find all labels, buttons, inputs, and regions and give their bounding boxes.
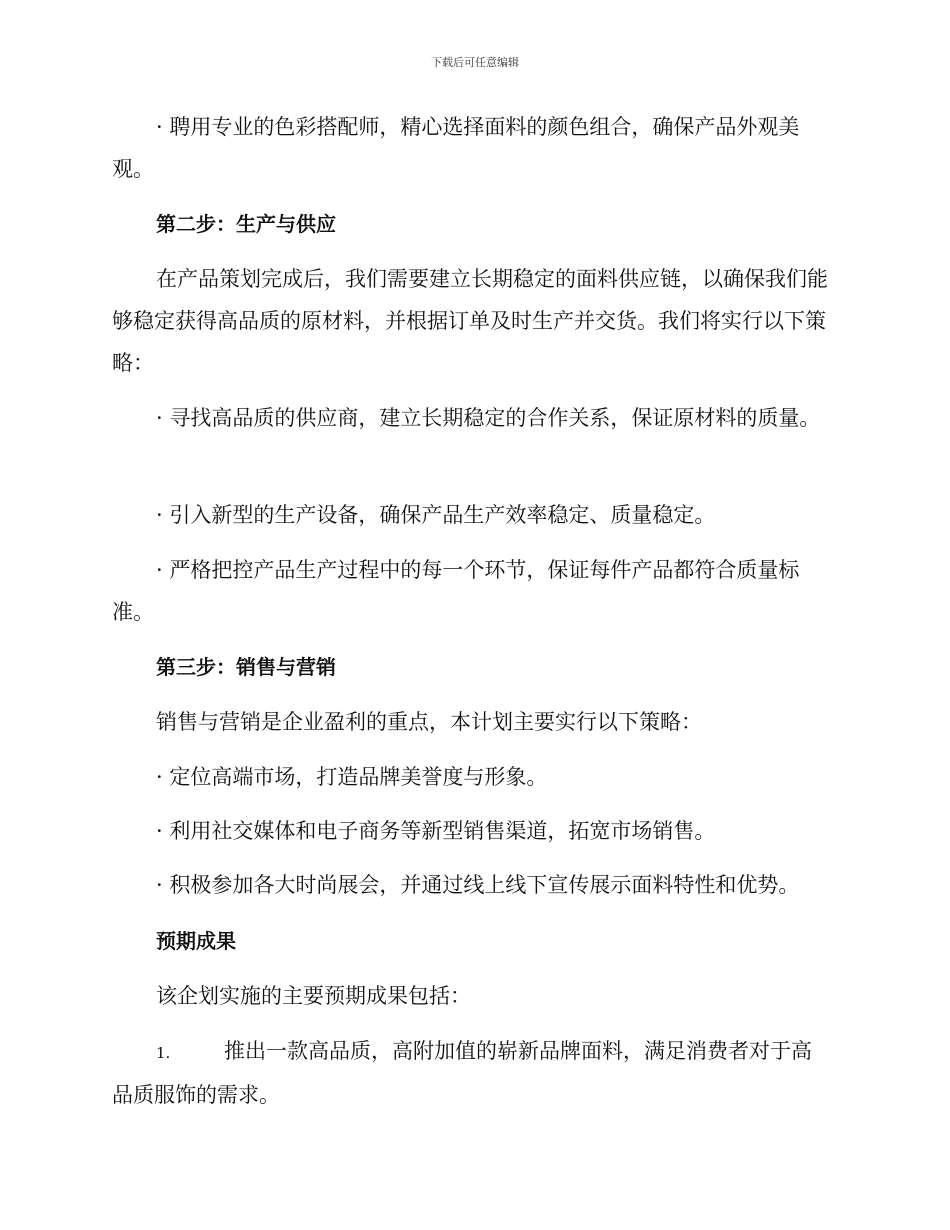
bullet-social-media: · 利用社交媒体和电子商务等新型销售渠道，拓宽市场销售。 xyxy=(156,819,716,843)
bullet-equipment: · 引入新型的生产设备，确保产品生产效率稳定、质量稳定。 xyxy=(156,503,716,527)
paragraph-sales-intro: 销售与营销是企业盈利的重点，本计划主要实行以下策略： xyxy=(156,710,702,734)
bullet-color-matching: · 聘用专业的色彩搭配师，精心选择面料的颜色组合，确保产品外观美观。 xyxy=(112,115,800,181)
page-header: 下载后可任意编辑 xyxy=(431,56,519,69)
list-item-number: 1. xyxy=(156,1044,171,1062)
paragraph-results-intro: 该企划实施的主要预期成果包括： xyxy=(156,984,471,1008)
bullet-quality-control: · 严格把控产品生产过程中的每一个环节，保证每件产品都符合质量标准。 xyxy=(112,558,800,624)
bullet-suppliers: · 寻找高品质的供应商，建立长期稳定的合作关系，保证原材料的质量。 xyxy=(156,406,821,430)
heading-step-two: 第二步：生产与供应 xyxy=(156,212,336,236)
bullet-fashion-shows: · 积极参加各大时尚展会，并通过线上线下宣传展示面料特性和优势。 xyxy=(156,873,800,897)
paragraph-supply-intro: 在产品策划完成后，我们需要建立长期稳定的面料供应链，以确保我们能够稳定获得高品质的原材料，并根据订单及时生产并交货。我们将实行以下策略： xyxy=(112,267,828,375)
heading-expected-results: 预期成果 xyxy=(156,929,236,953)
heading-step-three: 第三步：销售与营销 xyxy=(156,655,336,679)
list-item-text: 推出一款高品质，高附加值的崭新品牌面料，满足消费者对于高品质服饰的需求。 xyxy=(112,1039,812,1107)
numbered-list-item xyxy=(112,1030,832,1116)
bullet-high-end: · 定位高端市场，打造品牌美誉度与形象。 xyxy=(156,765,548,789)
